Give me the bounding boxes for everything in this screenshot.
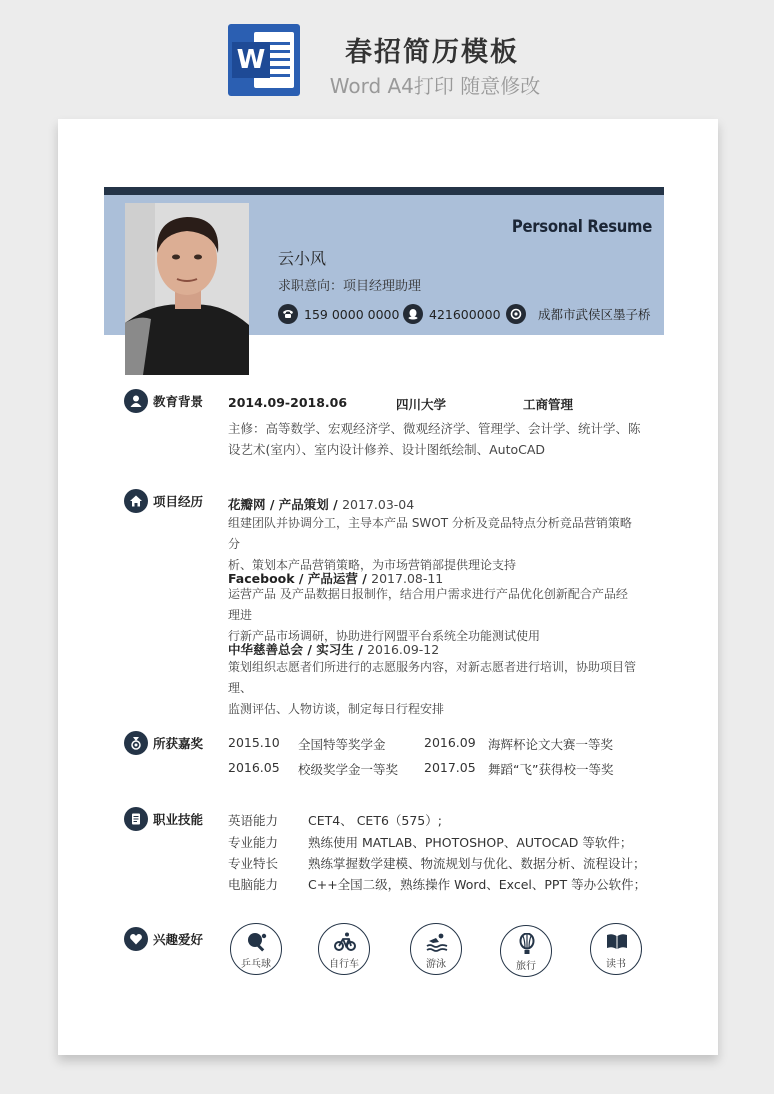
hobby-item [500, 925, 552, 977]
document-icon [124, 807, 148, 831]
section-title: 所获嘉奖 [153, 736, 204, 751]
award-name: 全国特等奖学金 [298, 737, 386, 752]
skill-label: 专业能力 [228, 835, 279, 850]
project-desc-line: 行新产品市场调研，协助进行网盟平台系统全功能测试使用 [228, 629, 541, 643]
banner-title: 春招简历模板 [345, 37, 519, 68]
resume-page [58, 119, 718, 1055]
hobby-item [590, 923, 642, 975]
home-icon [124, 489, 148, 513]
address-contact [506, 303, 651, 325]
skill-value: 熟练掌握数学建模、物流规划与优化、数据分析、流程设计； [308, 856, 646, 871]
edu-courses-line-1: 主修：高等数学、宏观经济学、微观经济学、管理学、会计学、统计学、陈 [228, 421, 641, 436]
project-heading: 花瓣网 / 产品策划 / 2017.03-04 [228, 497, 415, 512]
word-letter: W [232, 42, 270, 78]
qq-contact [403, 303, 501, 325]
hobby-label: 游泳 [426, 959, 446, 970]
skill-label: 英语能力 [228, 813, 279, 828]
bicycle-icon [334, 931, 356, 953]
award-name: 舞蹈“飞”获得校一等奖 [488, 762, 614, 777]
project-role: 产品策划 [278, 497, 329, 512]
edu-major: 工商管理 [523, 397, 574, 412]
edu-period: 2014.09-2018.06 [228, 395, 348, 410]
project-desc [228, 584, 638, 647]
project-role: 实习生 [316, 642, 354, 657]
section-awards-heading [124, 731, 203, 755]
heart-icon [124, 927, 148, 951]
award-name: 海辉杯论文大赛一等奖 [488, 737, 614, 752]
award-date: 2015.10 [228, 735, 280, 750]
project-org: Facebook [228, 571, 295, 586]
section-title: 项目经历 [153, 494, 204, 509]
user-icon [124, 389, 148, 413]
hobby-item [318, 923, 370, 975]
section-hobbies-heading [124, 927, 203, 951]
award-date: 2017.05 [424, 760, 476, 775]
project-desc-line: 运营产品 及产品数据日报制作，结合用户需求进行产品优化创新配合产品经理进 [228, 587, 628, 622]
hobby-item [410, 923, 462, 975]
edu-courses-line-2: 设艺术(室内）、室内设计修养、设计图纸绘制、AutoCAD [228, 442, 546, 457]
skill-value: C++全国二级，熟练操作 Word、Excel、PPT 等办公软件； [308, 877, 647, 892]
profile-photo [125, 203, 249, 375]
qq-text: 421600000 [429, 306, 501, 322]
skill-value: CET4、 CET6（575）; [308, 813, 442, 828]
job-intent: 求职意向：项目经理助理 [278, 279, 422, 294]
section-education-heading [124, 389, 203, 413]
project-desc [228, 657, 638, 720]
award-date: 2016.09 [424, 735, 476, 750]
project-desc-line: 策划组织志愿者们所进行的志愿服务内容，对新志愿者进行培训，协助项目管理、 [228, 660, 637, 695]
project-role: 产品运营 [307, 571, 358, 586]
section-projects-heading [124, 489, 203, 513]
section-title: 兴趣爱好 [153, 932, 204, 947]
top-banner [0, 0, 774, 120]
skill-value: 熟练使用 MATLAB、PHOTOSHOP、AUTOCAD 等软件； [308, 835, 633, 850]
project-heading: Facebook / 产品运营 / 2017.08-11 [228, 571, 444, 586]
project-date: 2017.03-04 [342, 497, 415, 512]
project-org: 花瓣网 [228, 497, 266, 512]
phone-contact [278, 303, 399, 325]
book-icon [606, 931, 628, 953]
phone-icon [278, 304, 298, 324]
address-text: 成都市武侯区墨子桥 [538, 307, 651, 322]
balloon-icon [516, 933, 538, 955]
qq-icon [403, 304, 423, 324]
hobby-label: 旅行 [516, 961, 536, 972]
section-title: 职业技能 [153, 812, 204, 827]
medal-icon [124, 731, 148, 755]
skill-label: 电脑能力 [228, 877, 279, 892]
award-date: 2016.05 [228, 760, 280, 775]
ping-pong-icon [246, 931, 268, 953]
swimming-icon [426, 931, 448, 953]
section-title: 教育背景 [153, 394, 204, 409]
award-name: 校级奖学金一等奖 [298, 762, 399, 777]
project-date: 2017.08-11 [371, 571, 444, 586]
section-skills-heading [124, 807, 203, 831]
skill-label: 专业特长 [228, 856, 279, 871]
project-desc-line: 组建团队并协调分工，主导本产品 SWOT 分析及竞品特点分析竞品营销策略分 [228, 516, 632, 551]
hobby-label: 读书 [606, 959, 626, 970]
word-icon [228, 24, 300, 96]
location-icon [506, 304, 526, 324]
header-bar [104, 187, 664, 195]
phone-text: 159 0000 0000 [304, 306, 400, 322]
candidate-name: 云小风 [278, 249, 327, 268]
project-date: 2016.09-12 [367, 642, 440, 657]
hobby-item [230, 923, 282, 975]
resume-title: Personal Resume [511, 217, 652, 236]
edu-school: 四川大学 [396, 397, 447, 412]
project-desc [228, 513, 638, 576]
hobby-label: 乒乓球 [241, 959, 271, 970]
project-desc-line: 析、策划本产品营销策略，为市场营销部提供理论支持 [228, 558, 517, 572]
project-desc-line: 监测评估、人物访谈，制定每日行程安排 [228, 702, 445, 716]
project-org: 中华慈善总会 [228, 642, 304, 657]
project-heading: 中华慈善总会 / 实习生 / 2016.09-12 [228, 642, 440, 657]
hobby-label: 自行车 [329, 959, 359, 970]
banner-subtitle: Word A4打印 随意修改 [329, 74, 541, 98]
